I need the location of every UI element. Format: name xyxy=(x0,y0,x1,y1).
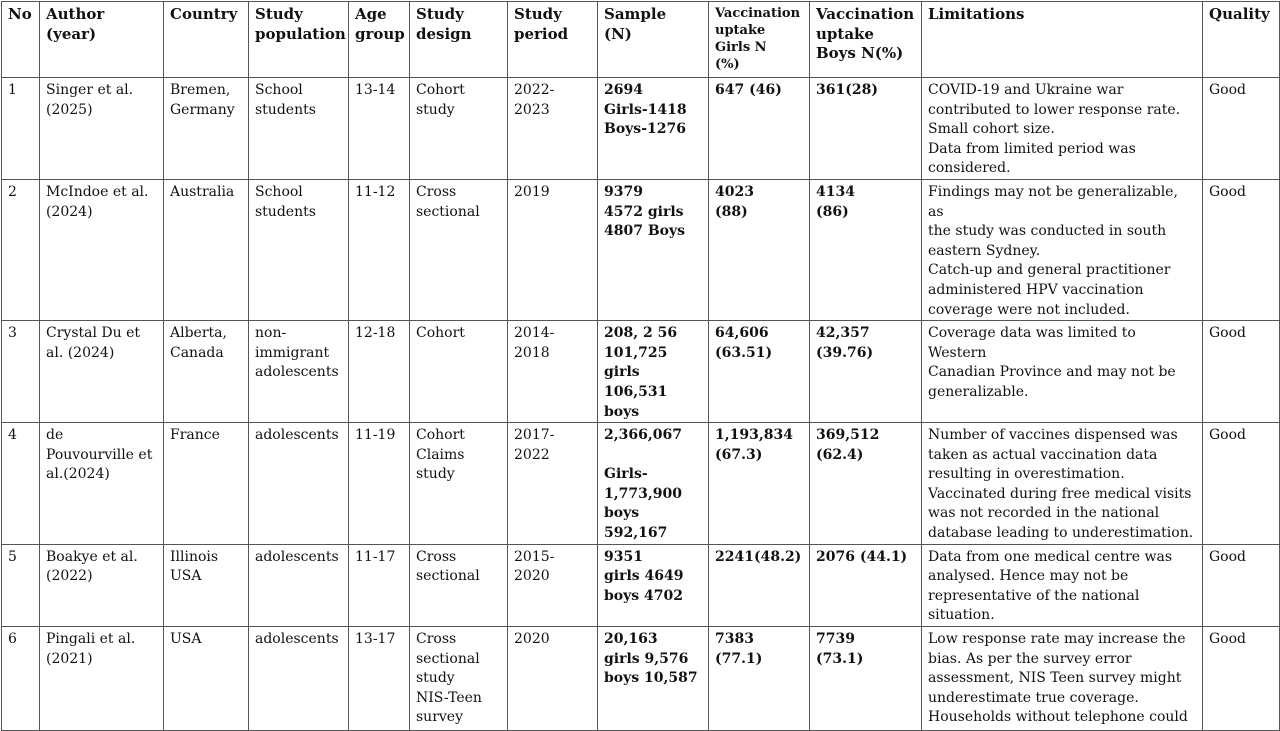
cell-boys-uptake: 369,512 (62.4) xyxy=(810,423,922,545)
cell-design: Cohort study xyxy=(410,78,508,180)
cell-sample: 2,366,067 Girls- 1,773,900 boys 592,167 xyxy=(598,423,709,545)
cell-girls-uptake: 4023 (88) xyxy=(709,179,810,320)
cell-period: 2015- 2020 xyxy=(508,544,598,626)
cell-age: 11-17 xyxy=(349,544,410,626)
cell-quality: Good xyxy=(1203,627,1280,731)
header-age: Age group xyxy=(349,2,410,78)
cell-girls-uptake: 647 (46) xyxy=(709,78,810,180)
cell-country: USA xyxy=(164,627,249,731)
cell-no: 5 xyxy=(2,544,40,626)
cell-country: Bremen, Germany xyxy=(164,78,249,180)
cell-boys-uptake: 4134 (86) xyxy=(810,179,922,320)
cell-design: Cohort Claims study xyxy=(410,423,508,545)
cell-sample: 2694 Girls-1418 Boys-1276 xyxy=(598,78,709,180)
cell-period: 2014- 2018 xyxy=(508,321,598,423)
cell-country: Alberta, Canada xyxy=(164,321,249,423)
cell-period: 2022- 2023 xyxy=(508,78,598,180)
header-row xyxy=(2,2,1280,78)
cell-limitations: COVID-19 and Ukraine war contributed to lower response rate. Small cohort size. Data from limited period was considered. xyxy=(922,78,1203,180)
header-author: Author (year) xyxy=(40,2,164,78)
header-boys: Vaccination uptake Boys N(%) xyxy=(810,2,922,78)
cell-boys-uptake: 42,357 (39.76) xyxy=(810,321,922,423)
cell-author: Boakye et al. (2022) xyxy=(40,544,164,626)
cell-country: France xyxy=(164,423,249,545)
cell-limitations: Data from one medical centre was analysed. Hence may not be representative of the national situation. xyxy=(922,544,1203,626)
cell-limitations: Coverage data was limited to Western Canadian Province and may not be generalizable. xyxy=(922,321,1203,423)
cell-population: adolescents xyxy=(249,423,349,545)
cell-age: 11-19 xyxy=(349,423,410,545)
cell-no: 3 xyxy=(2,321,40,423)
cell-population: School students xyxy=(249,179,349,320)
cell-population: adolescents xyxy=(249,544,349,626)
cell-no: 1 xyxy=(2,78,40,180)
header-period: Study period xyxy=(508,2,598,78)
cell-limitations: Number of vaccines dispensed was taken as actual vaccination data resulting in overestimation. Vaccinated during free medical visits was not recorded in the national database leading to underestimation. xyxy=(922,423,1203,545)
cell-sample: 208, 2 56 101,725 girls 106,531 boys xyxy=(598,321,709,423)
table-row xyxy=(2,321,1280,423)
cell-boys-uptake: 2076 (44.1) xyxy=(810,544,922,626)
cell-design: Cross sectional study NIS-Teen survey xyxy=(410,627,508,731)
cell-population: adolescents xyxy=(249,627,349,731)
cell-period: 2019 xyxy=(508,179,598,320)
cell-author: Crystal Du et al. (2024) xyxy=(40,321,164,423)
cell-quality: Good xyxy=(1203,423,1280,545)
cell-age: 13-14 xyxy=(349,78,410,180)
cell-girls-uptake: 64,606 (63.51) xyxy=(709,321,810,423)
cell-sample: 9351 girls 4649 boys 4702 xyxy=(598,544,709,626)
header-design: Study design xyxy=(410,2,508,78)
cell-design: Cross sectional xyxy=(410,544,508,626)
header-quality: Quality xyxy=(1203,2,1280,78)
cell-limitations: Findings may not be generalizable, as the study was conducted in south eastern Sydney. Catch-up and general practitioner administered HPV vaccination coverage were not included. xyxy=(922,179,1203,320)
cell-girls-uptake: 1,193,834 (67.3) xyxy=(709,423,810,545)
cell-author: McIndoe et al. (2024) xyxy=(40,179,164,320)
cell-sample: 20,163 girls 9,576 boys 10,587 xyxy=(598,627,709,731)
cell-period: 2017- 2022 xyxy=(508,423,598,545)
header-limitations: Limitations xyxy=(922,2,1203,78)
table-row xyxy=(2,423,1280,545)
cell-quality: Good xyxy=(1203,321,1280,423)
cell-quality: Good xyxy=(1203,78,1280,180)
cell-design: Cohort xyxy=(410,321,508,423)
cell-boys-uptake: 361(28) xyxy=(810,78,922,180)
studies-table xyxy=(1,1,1280,731)
header-no: No xyxy=(2,2,40,78)
cell-age: 13-17 xyxy=(349,627,410,731)
cell-sample: 9379 4572 girls 4807 Boys xyxy=(598,179,709,320)
cell-girls-uptake: 7383 (77.1) xyxy=(709,627,810,731)
cell-no: 2 xyxy=(2,179,40,320)
cell-boys-uptake: 7739 (73.1) xyxy=(810,627,922,731)
cell-quality: Good xyxy=(1203,179,1280,320)
header-sample: Sample (N) xyxy=(598,2,709,78)
cell-age: 12-18 xyxy=(349,321,410,423)
table-row xyxy=(2,544,1280,626)
cell-design: Cross sectional xyxy=(410,179,508,320)
cell-no: 4 xyxy=(2,423,40,545)
cell-author: Singer et al. (2025) xyxy=(40,78,164,180)
cell-no: 6 xyxy=(2,627,40,731)
cell-country: Australia xyxy=(164,179,249,320)
cell-population: School students xyxy=(249,78,349,180)
cell-author: de Pouvourville et al.(2024) xyxy=(40,423,164,545)
header-country: Country xyxy=(164,2,249,78)
table-row xyxy=(2,179,1280,320)
cell-limitations: Low response rate may increase the bias. As per the survey error assessment, NIS Teen survey might underestimate true coverage. Households without telephone could xyxy=(922,627,1203,731)
cell-period: 2020 xyxy=(508,627,598,731)
cell-author: Pingali et al. (2021) xyxy=(40,627,164,731)
cell-girls-uptake: 2241(48.2) xyxy=(709,544,810,626)
cell-quality: Good xyxy=(1203,544,1280,626)
header-population: Study population xyxy=(249,2,349,78)
table-row xyxy=(2,627,1280,731)
cell-age: 11-12 xyxy=(349,179,410,320)
table-row xyxy=(2,78,1280,180)
cell-population: non- immigrant adolescents xyxy=(249,321,349,423)
cell-country: Illinois USA xyxy=(164,544,249,626)
header-girls: Vaccination uptake Girls N (%) xyxy=(709,2,810,78)
